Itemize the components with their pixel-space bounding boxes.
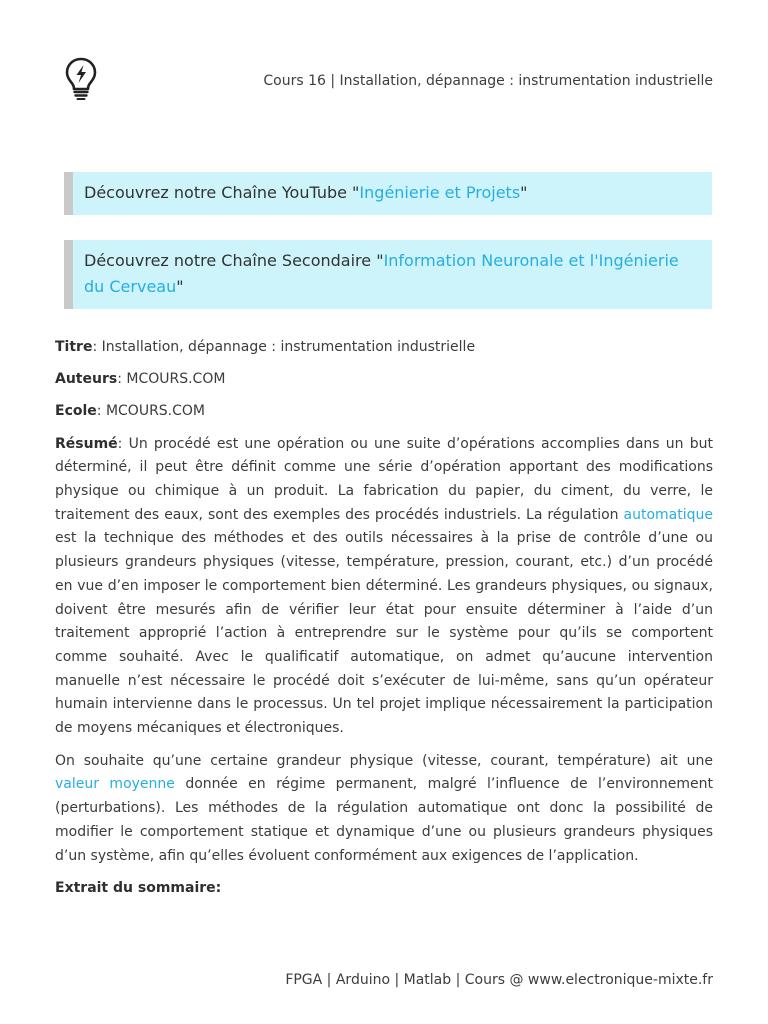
page-footer: FPGA | Arduino | Matlab | Cours @ www.electronique-mixte.fr (285, 972, 713, 988)
paragraph2-text-1: On souhaite qu’une certaine grandeur physique (vitesse, courant, température) ait une (55, 752, 713, 769)
resume-text-2: est la technique des méthodes et des outils nécessaires à la prise de contrôle d’une ou plusieurs grandeurs physiques (vitesse, température, pression, courant, etc.) d’un procédé en vue d’en imposer le comportement bien déterminé. Les grandeurs physiques, ou signaux, doivent être mesurés afin de vérifier leur état pour ensuite déterminer à l’aide d’un traitement approprié l’action à entreprendre sur le système pour qu’ils se comportent comme souhaité. Avec le qualificatif automatique, on admet qu’aucune intervention manuelle n’est nécessaire le procédé doit s’exécuter de lui-même, sans qu’un opérateur humain intervienne dans le processus. Un tel projet implique nécessairement la participation de moyens mécaniques et électroniques. (55, 530, 713, 737)
youtube-channel-link[interactable]: Ingénierie et Projets (359, 183, 521, 202)
auteurs-label: Auteurs (55, 371, 118, 388)
lightbulb-bolt-icon (64, 56, 98, 100)
secondary-channel-link[interactable]: Information Neuronale et l'Ingénierie du Cerveau (84, 251, 679, 296)
ecole-label: Ecole (55, 403, 97, 420)
valeur-moyenne-link[interactable]: valeur moyenne (55, 776, 175, 793)
titre-label: Titre (55, 339, 93, 355)
sommaire-heading (55, 877, 713, 901)
sommaire-label: Extrait du sommaire: (55, 880, 222, 897)
automatique-link[interactable]: automatique (623, 506, 713, 523)
titre-value: : Installation, dépannage : instrumentation industrielle (92, 339, 476, 355)
second-paragraph (55, 750, 713, 869)
ecole-value: : MCOURS.COM (96, 403, 206, 420)
callout-quote: " (176, 277, 184, 296)
resume-paragraph (55, 433, 713, 741)
callout-text: Découvrez notre Chaîne YouTube " (84, 183, 360, 202)
callout-text: Découvrez notre Chaîne Secondaire " (84, 251, 384, 270)
ecole-line (55, 400, 713, 424)
auteurs-line (55, 368, 713, 392)
page-header-title: Cours 16 | Installation, dépannage : instrumentation industrielle (263, 73, 713, 89)
resume-text-1: : Un procédé est une opération ou une suite d’opérations accomplies dans un but déterminé, il peut être définit comme une série d’opération apportant des modifications physique ou chimique à un produit. La fabrication du papier, du ciment, du verre, le traitement des eaux, sont des exemples des procédés industriels. La régulation (55, 435, 713, 523)
titre-line (55, 336, 713, 360)
callout-quote: " (520, 183, 528, 202)
youtube-channel-callout (64, 172, 712, 215)
secondary-channel-callout (64, 240, 712, 309)
document-body (55, 336, 713, 910)
resume-label: Résumé (55, 435, 118, 452)
auteurs-value: : MCOURS.COM (117, 371, 226, 388)
paragraph2-text-2: donnée en régime permanent, malgré l’influence de l’environnement (perturbations). Les méthodes de la régulation automatique ont donc la possibilité de modifier le comportement statique et dynamique d’une ou plusieurs grandeurs physiques d’un système, afin qu’elles évoluent conformément aux exigences de l’application. (55, 776, 713, 864)
